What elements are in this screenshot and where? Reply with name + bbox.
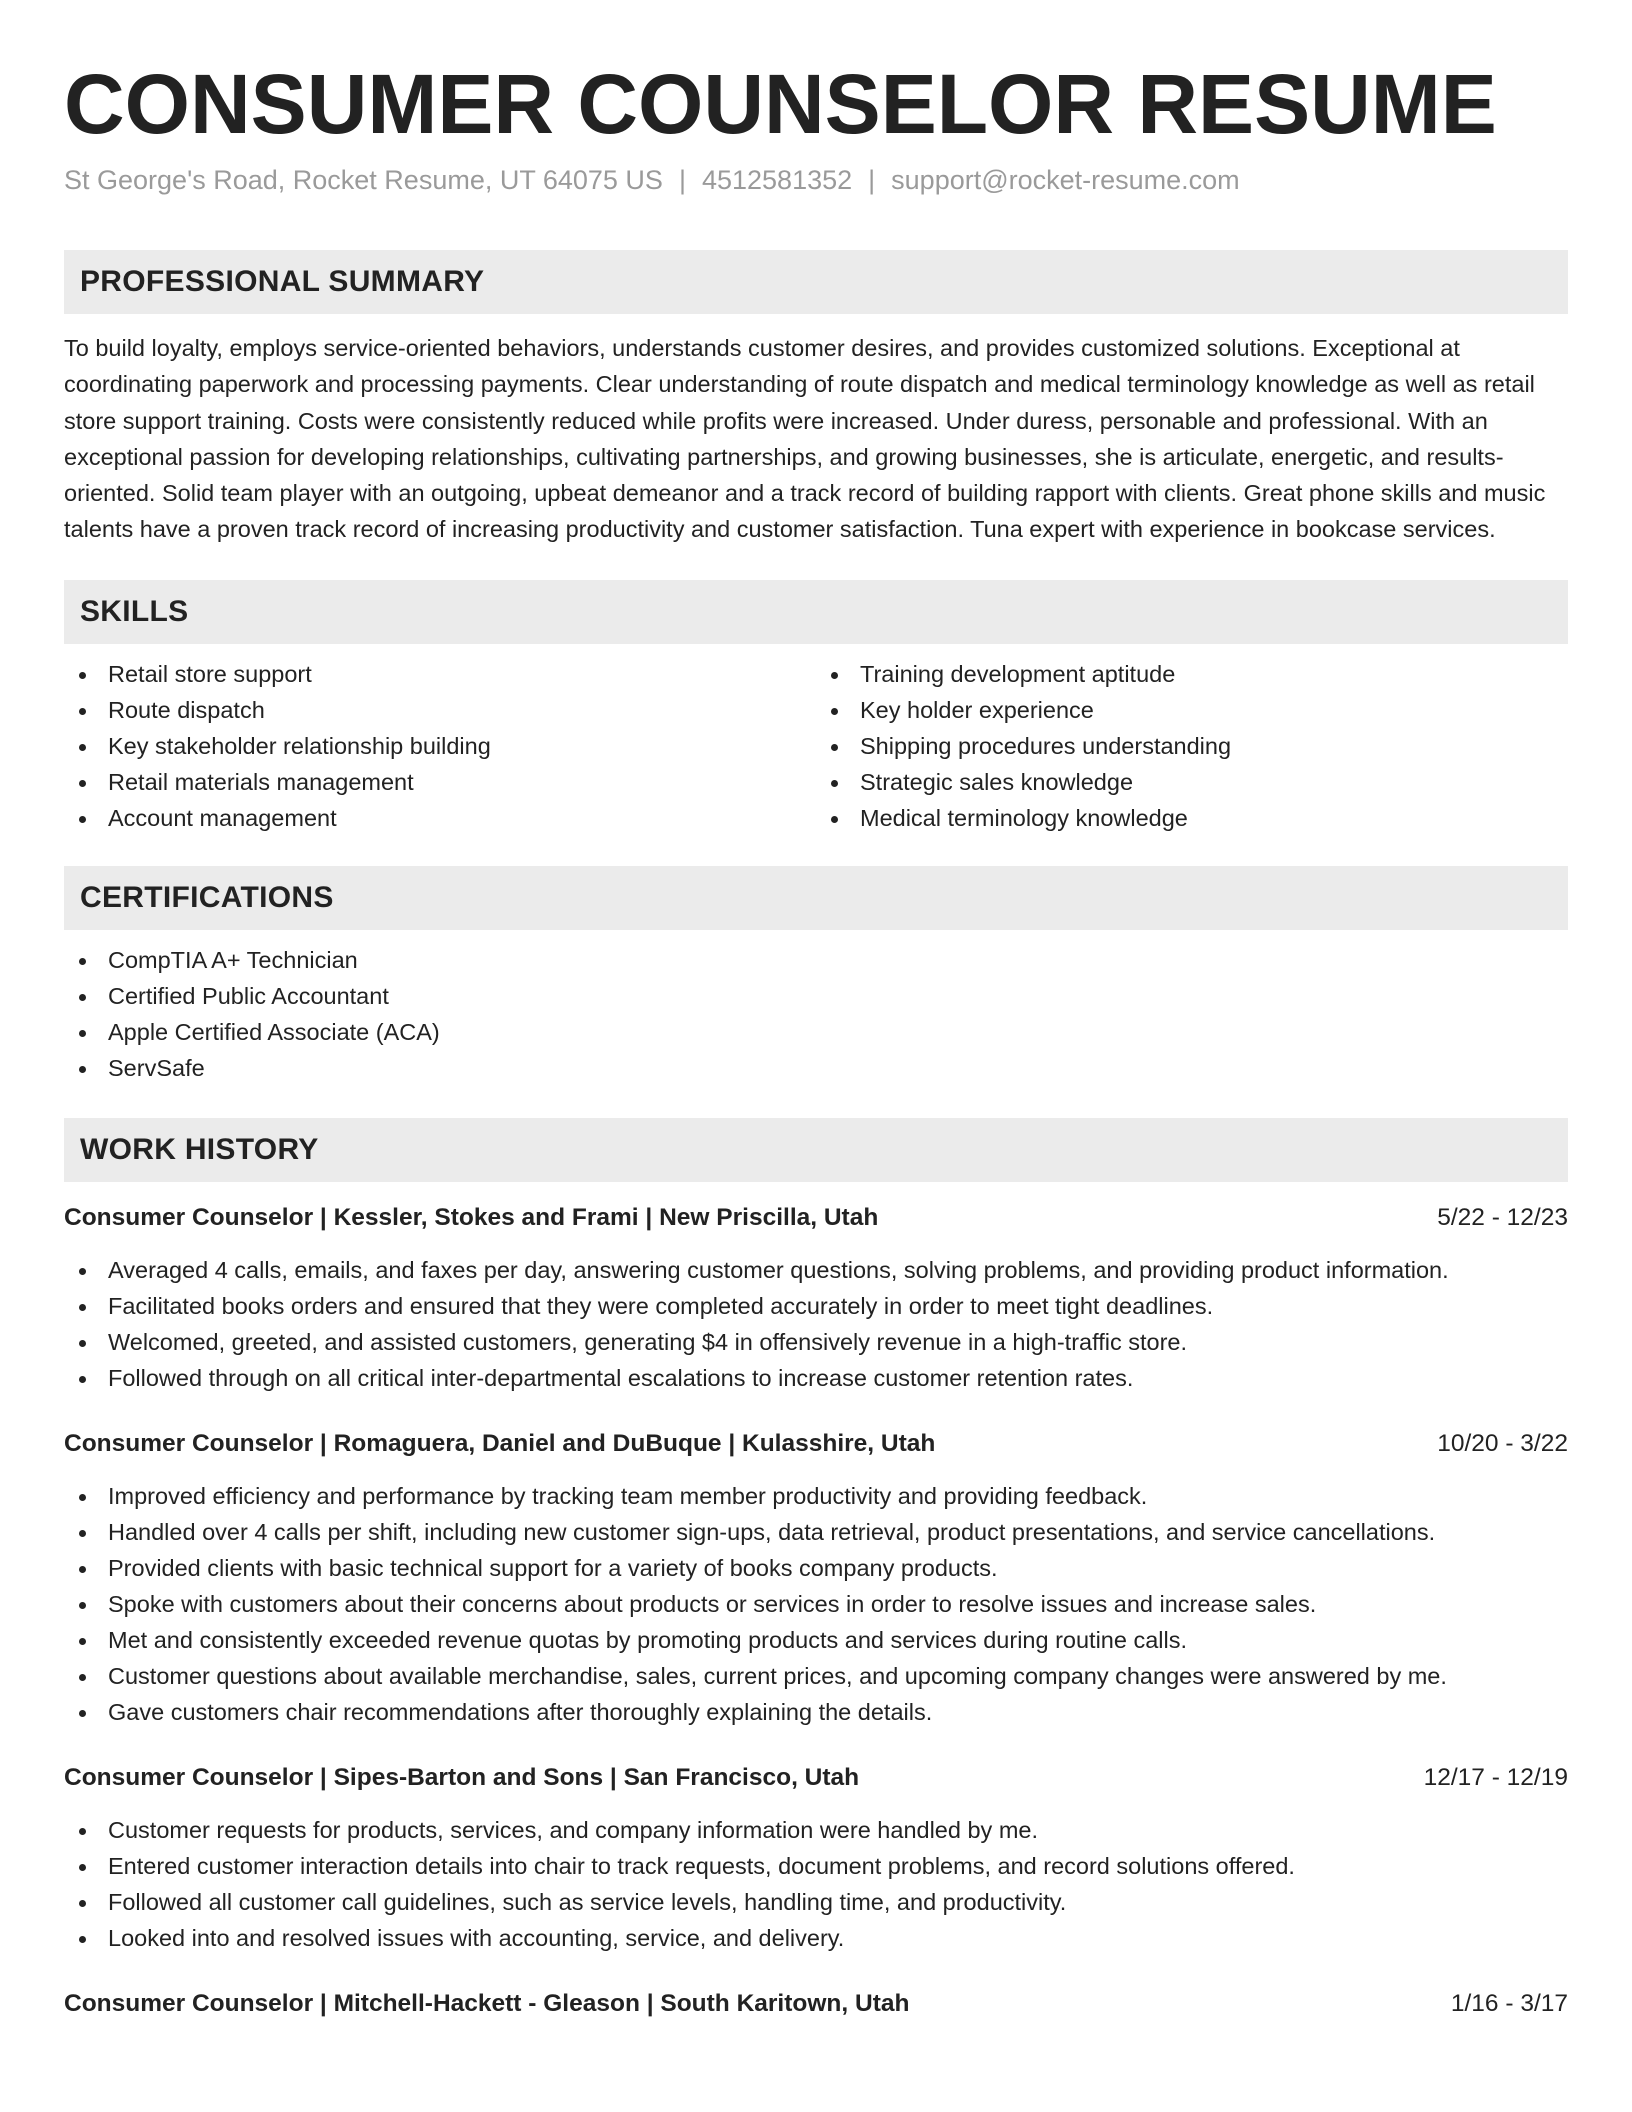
certification-item: Certified Public Accountant xyxy=(64,978,1568,1014)
skills-heading: SKILLS xyxy=(64,580,1568,644)
contact-separator: | xyxy=(678,165,686,195)
skill-item: Account management xyxy=(64,800,816,836)
job-entry xyxy=(64,1426,1568,1730)
skill-item: Medical terminology knowledge xyxy=(816,800,1568,836)
resume-title: CONSUMER COUNSELOR RESUME xyxy=(64,57,1497,151)
job-bullet: Gave customers chair recommendations after thoroughly explaining the details. xyxy=(64,1694,1568,1730)
job-title: Consumer Counselor | Kessler, Stokes and Frami | New Priscilla, Utah xyxy=(64,1203,879,1231)
certification-item: ServSafe xyxy=(64,1050,1568,1086)
job-bullet: Provided clients with basic technical support for a variety of books company products. xyxy=(64,1550,1568,1586)
job-bullet: Averaged 4 calls, emails, and faxes per day, answering customer questions, solving problems, and providing product information. xyxy=(64,1252,1568,1288)
job-bullets xyxy=(64,1252,1568,1396)
job-bullet: Facilitated books orders and ensured that they were completed accurately in order to meet tight deadlines. xyxy=(64,1288,1568,1324)
certification-item: CompTIA A+ Technician xyxy=(64,942,1568,978)
skills-grid xyxy=(64,644,1568,836)
skills-list-left xyxy=(64,656,816,836)
job-dates: 1/16 - 3/17 xyxy=(1450,1989,1568,2017)
job-title: Consumer Counselor | Sipes-Barton and Sons | San Francisco, Utah xyxy=(64,1763,860,1791)
work-history-section xyxy=(64,1118,1568,2022)
job-bullets xyxy=(64,1478,1568,1730)
job-bullet: Spoke with customers about their concerns about products or services in order to resolve issues and increase sales. xyxy=(64,1586,1568,1622)
job-header xyxy=(64,1760,1568,1796)
contact-email: support@rocket-resume.com xyxy=(891,165,1240,195)
job-entry xyxy=(64,1760,1568,1956)
job-header xyxy=(64,1426,1568,1462)
contact-separator: | xyxy=(868,165,876,195)
contact-address: St George's Road, Rocket Resume, UT 64075 US xyxy=(64,165,663,195)
job-title: Consumer Counselor | Romaguera, Daniel and DuBuque | Kulasshire, Utah xyxy=(64,1429,936,1457)
skill-item: Retail store support xyxy=(64,656,816,692)
job-bullet: Entered customer interaction details into chair to track requests, document problems, and record solutions offered. xyxy=(64,1848,1568,1884)
skill-item: Key holder experience xyxy=(816,692,1568,728)
job-entry xyxy=(64,1200,1568,1396)
skills-list-right xyxy=(816,656,1568,836)
job-bullet: Met and consistently exceeded revenue quotas by promoting products and services during routine calls. xyxy=(64,1622,1568,1658)
job-dates: 10/20 - 3/22 xyxy=(1437,1429,1568,1457)
job-bullets xyxy=(64,1812,1568,1956)
job-bullet: Improved efficiency and performance by tracking team member productivity and providing feedback. xyxy=(64,1478,1568,1514)
summary-section xyxy=(64,250,1568,548)
job-header xyxy=(64,1200,1568,1236)
job-title: Consumer Counselor | Mitchell-Hackett - Gleason | South Karitown, Utah xyxy=(64,1989,910,2017)
skill-item: Key stakeholder relationship building xyxy=(64,728,816,764)
skill-item: Training development aptitude xyxy=(816,656,1568,692)
certification-item: Apple Certified Associate (ACA) xyxy=(64,1014,1568,1050)
job-bullet: Customer requests for products, services, and company information were handled by me. xyxy=(64,1812,1568,1848)
job-header xyxy=(64,1986,1568,2022)
certifications-heading: CERTIFICATIONS xyxy=(64,866,1568,930)
job-dates: 5/22 - 12/23 xyxy=(1437,1203,1568,1231)
job-bullet: Followed all customer call guidelines, such as service levels, handling time, and productivity. xyxy=(64,1884,1568,1920)
job-entry xyxy=(64,1986,1568,2022)
certifications-section xyxy=(64,866,1568,1086)
summary-heading: PROFESSIONAL SUMMARY xyxy=(64,250,1568,314)
job-bullet: Followed through on all critical inter-departmental escalations to increase customer retention rates. xyxy=(64,1360,1568,1396)
summary-text: To build loyalty, employs service-oriented behaviors, understands customer desires, and provides customized solutions. Exceptional at coordinating paperwork and processing payments. Clear understanding of route dispatch and medical terminology knowledge as well as retail store support training. Costs were consistently reduced while profits were increased. Under duress, personable and professional. With an exceptional passion for developing relationships, cultivating partnerships, and growing businesses, she is articulate, energetic, and results-oriented. Solid team player with an outgoing, upbeat demeanor and a track record of building rapport with clients. Great phone skills and music talents have a proven track record of increasing productivity and customer satisfaction. Tuna expert with experience in bookcase services. xyxy=(64,335,1546,543)
skill-item: Retail materials management xyxy=(64,764,816,800)
job-bullet: Handled over 4 calls per shift, including new customer sign-ups, data retrieval, product presentations, and service cancellations. xyxy=(64,1514,1568,1550)
job-dates: 12/17 - 12/19 xyxy=(1423,1763,1568,1791)
job-bullet: Customer questions about available merchandise, sales, current prices, and upcoming company changes were answered by me. xyxy=(64,1658,1568,1694)
work-history-heading: WORK HISTORY xyxy=(64,1118,1568,1182)
contact-line xyxy=(64,162,1568,198)
skill-item: Shipping procedures understanding xyxy=(816,728,1568,764)
job-bullet: Welcomed, greeted, and assisted customers, generating $4 in offensively revenue in a high-traffic store. xyxy=(64,1324,1568,1360)
certifications-list xyxy=(64,942,1568,1086)
skill-item: Strategic sales knowledge xyxy=(816,764,1568,800)
skill-item: Route dispatch xyxy=(64,692,816,728)
job-bullet: Looked into and resolved issues with accounting, service, and delivery. xyxy=(64,1920,1568,1956)
skills-section xyxy=(64,580,1568,836)
contact-phone: 4512581352 xyxy=(701,165,853,195)
